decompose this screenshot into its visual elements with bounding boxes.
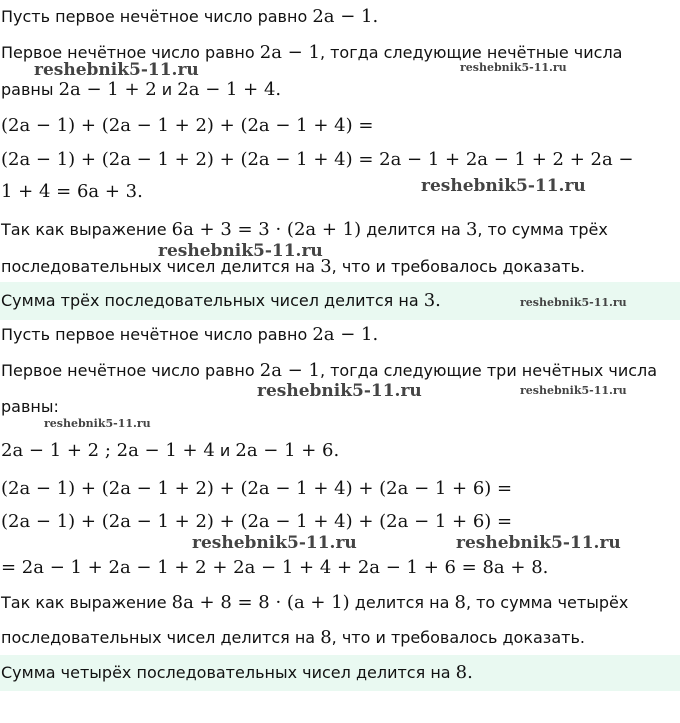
- p1-line-2: Первое нечётное число равно 2a − 1, тогда следующие нечётные числа: [1, 42, 623, 63]
- p2-conclusion-2: последовательных чисел делится на 8, что и требовалось доказать.: [1, 627, 585, 648]
- p2-equation-1: (2a − 1) + (2a − 1 + 2) + (2a − 1 + 4) + (2a − 1 + 6) =: [1, 478, 513, 499]
- p1-equation-1: (2a − 1) + (2a − 1 + 2) + (2a − 1 + 4) =: [1, 115, 374, 136]
- p1-conclusion-2: последовательных чисел делится на 3, что и требовалось доказать.: [1, 256, 585, 277]
- p1-equation-2: (2a − 1) + (2a − 1 + 2) + (2a − 1 + 4) = 2a − 1 + 2a − 1 + 2 + 2a −: [1, 149, 634, 170]
- p2-equation-2: (2a − 1) + (2a − 1 + 2) + (2a − 1 + 4) + (2a − 1 + 6) =: [1, 511, 513, 532]
- watermark: reshebnik5-11.ru: [158, 241, 323, 261]
- p2-line-3: равны:: [1, 397, 59, 416]
- p2-equation-3: = 2a − 1 + 2a − 1 + 2 + 2a − 1 + 4 + 2a − 1 + 6 = 8a + 8.: [1, 557, 549, 578]
- p2-line-1: Пусть первое нечётное число равно 2a − 1.: [1, 324, 379, 345]
- watermark: reshebnik5-11.ru: [421, 176, 586, 196]
- watermark: reshebnik5-11.ru: [520, 296, 627, 309]
- p2-conclusion-1: Так как выражение 8a + 8 = 8 · (a + 1) делится на 8, то сумма четырёх: [1, 592, 629, 613]
- p1-line-3: равны 2a − 1 + 2 и 2a − 1 + 4.: [1, 79, 282, 100]
- watermark: reshebnik5-11.ru: [44, 417, 151, 430]
- watermark: reshebnik5-11.ru: [460, 61, 567, 74]
- p1-line-1: Пусть первое нечётное число равно 2a − 1.: [1, 6, 379, 27]
- watermark: reshebnik5-11.ru: [257, 381, 422, 401]
- p2-line-2: Первое нечётное число равно 2a − 1, тогда следующие три нечётных числа: [1, 360, 658, 381]
- watermark: reshebnik5-11.ru: [456, 533, 621, 553]
- p2-line-4: 2a − 1 + 2 ; 2a − 1 + 4 и 2a − 1 + 6.: [1, 440, 340, 461]
- p1-conclusion-1: Так как выражение 6a + 3 = 3 · (2a + 1) делится на 3, то сумма трёх: [1, 219, 608, 240]
- p1-answer: Сумма трёх последовательных чисел делится на 3.: [1, 290, 441, 311]
- watermark: reshebnik5-11.ru: [192, 533, 357, 553]
- p2-answer: Сумма четырёх последовательных чисел делится на 8.: [1, 662, 473, 683]
- watermark: reshebnik5-11.ru: [520, 384, 627, 397]
- p1-equation-3: 1 + 4 = 6a + 3.: [1, 181, 143, 202]
- watermark: reshebnik5-11.ru: [34, 60, 199, 80]
